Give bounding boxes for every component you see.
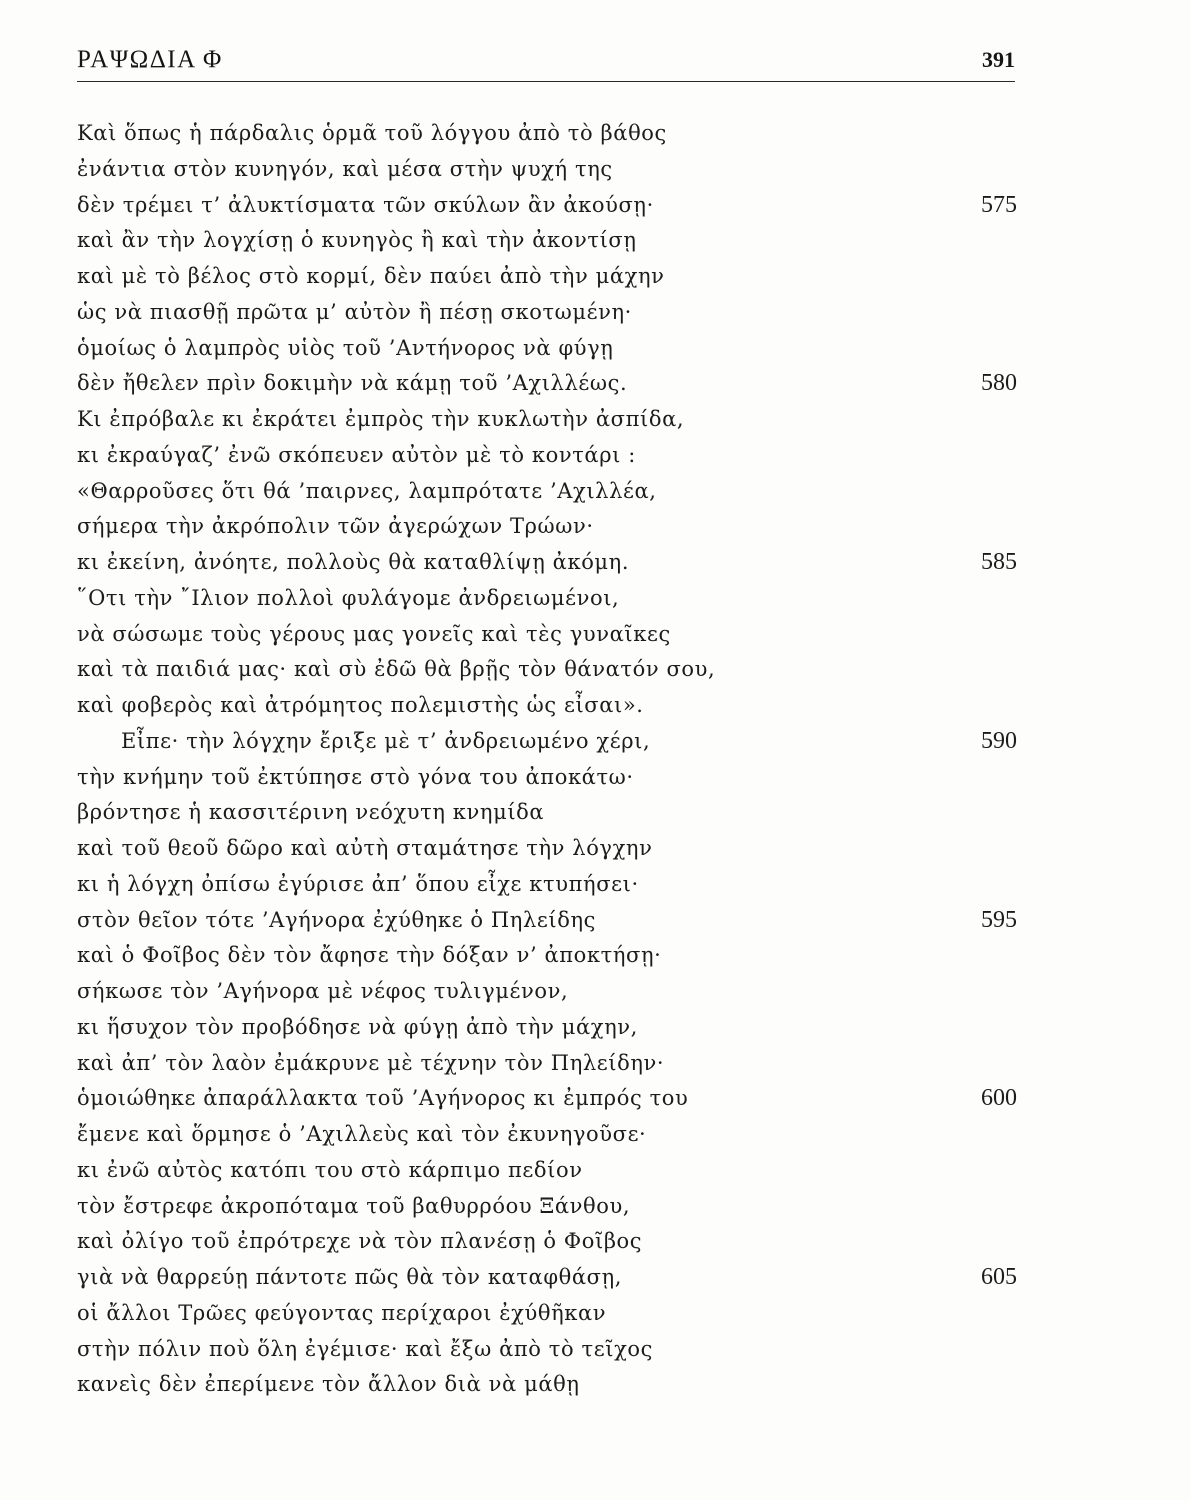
verse-line — [77, 652, 1017, 688]
verse-line — [77, 331, 1017, 367]
line-number: 600 — [981, 1085, 1017, 1112]
verse-line — [77, 402, 1017, 438]
verse-text: καὶ ἀπ’ τὸν λαὸν ἐμάκρυνε μὲ τέχνην τὸν Πηλείδην· — [77, 1050, 665, 1075]
verse-line — [77, 259, 1017, 295]
verse-text: οἱ ἄλλοι Τρῶες φεύγοντας περίχαροι ἐχύθῆκαν — [77, 1300, 607, 1325]
verse-text: στὸν θεῖον τότε ’Αγήνορα ἐχύθηκε ὁ Πηλείδης — [77, 907, 596, 932]
verse-text: καὶ φοβερὸς καὶ ἀτρόμητος πολεμιστὴς ὡς εἶσαι». — [77, 693, 644, 717]
verse-text: καὶ ὁ Φοῖβος δὲν τὸν ἄφησε τὴν δόξαν ν’ ἀποκτήσῃ· — [77, 943, 662, 968]
verse-text: τὸν ἔστρεφε ἀκροπόταμα τοῦ βαθυρρόου Ξάνθου, — [77, 1193, 631, 1218]
verse-line — [77, 474, 1017, 510]
verse-line — [77, 760, 1017, 796]
verse-line — [77, 152, 1017, 188]
verse-line — [77, 903, 1017, 939]
verse-text: Εἶπε· τὴν λόγχην ἔριξε μὲ τ’ ἀνδρειωμένο χέρι, — [121, 728, 651, 753]
verse-text: ἔμενε καὶ ὅρμησε ὁ ’Αχιλλεὺς καὶ τὸν ἐκυνηγοῦσε· — [77, 1122, 647, 1146]
verse-text: ἐνάντια στὸν κυνηγόν, καὶ μέσα στὴν ψυχή της — [77, 156, 613, 181]
line-number: 595 — [981, 906, 1017, 933]
verse-line — [77, 1081, 1017, 1117]
header-rule — [77, 81, 1015, 82]
verse-text: Κι ἐπρόβαλε κι ἐκράτει ἐμπρὸς τὴν κυκλωτὴν ἀσπίδα, — [77, 407, 685, 431]
verse-text: τὴν κνήμην τοῦ ἐκτύπησε στὸ γόνα του ἀποκάτω· — [77, 764, 634, 789]
verse-line — [77, 116, 1017, 152]
verse-line — [77, 581, 1017, 617]
verse-line — [77, 545, 1017, 581]
verse-text: καὶ ὀλίγο τοῦ ἐπρότρεχε νὰ τὸν πλανέσῃ ὁ Φοῖβος — [77, 1229, 643, 1254]
verse-text: ὁμοιώθηκε ἀπαράλλακτα τοῦ ’Αγήνορος κι ἐμπρός του — [77, 1086, 689, 1111]
verse-text: ῞Οτι τὴν ῎Ιλιον πολλοὶ φυλάγομε ἀνδρειωμένοι, — [77, 585, 620, 610]
verse-text: κι ἐνῶ αὐτὸς κατόπι του στὸ κάρπιμο πεδίον — [77, 1157, 583, 1182]
verse-line — [77, 1117, 1017, 1153]
line-number: 605 — [981, 1264, 1017, 1290]
verse-line — [77, 1189, 1017, 1225]
verse-line — [77, 938, 1017, 974]
verse-text: καὶ μὲ τὸ βέλος στὸ κορμί, δὲν παύει ἀπὸ τὴν μάχην — [77, 264, 665, 288]
verse-text: κι ἡ λόγχη ὀπίσω ἐγύρισε ἀπ’ ὅπου εἶχε κτυπήσει· — [77, 871, 639, 896]
verse-line — [77, 438, 1017, 474]
running-head — [77, 46, 1015, 78]
verse-text: σήμερα τὴν ἀκρόπολιν τῶν ἀγερώχων Τρώων· — [77, 514, 594, 539]
verse-text: ὁμοίως ὁ λαμπρὸς υἱὸς τοῦ ’Αντήνορος νὰ φύγῃ — [77, 335, 614, 360]
verse-line — [77, 1296, 1017, 1332]
verse-text: ὡς νὰ πιασθῇ πρῶτα μ’ αὐτὸν ἢ πέσῃ σκοτωμένη· — [77, 299, 632, 324]
verse-text: δὲν ἤθελεν πρὶν δοκιμὴν νὰ κάμῃ τοῦ ’Αχιλλέως. — [77, 371, 628, 396]
verse-line — [77, 366, 1017, 402]
verse-line — [77, 795, 1017, 831]
verse-text: Καὶ ὅπως ἡ πάρδαλις ὁρμᾶ τοῦ λόγγου ἀπὸ τὸ βάθος — [77, 121, 667, 145]
verse-line — [77, 867, 1017, 903]
verse-text: καὶ τὰ παιδιά μας· καὶ σὺ ἐδῶ θὰ βρῇς τὸν θάνατόν σου, — [77, 657, 716, 682]
line-number: 590 — [981, 727, 1017, 754]
verse-line — [77, 617, 1017, 653]
verse-line — [77, 974, 1017, 1010]
verse-text: καὶ τοῦ θεοῦ δῶρο καὶ αὐτὴ σταμάτησε τὴν λόγχην — [77, 836, 653, 860]
verse-text: σήκωσε τὸν ’Αγήνορα μὲ νέφος τυλιγμένον, — [77, 979, 569, 1003]
verse-text: δὲν τρέμει τ’ ἀλυκτίσματα τῶν σκύλων ἂν ἀκούσῃ· — [77, 192, 654, 217]
verse-line — [77, 1010, 1017, 1046]
line-number: 580 — [981, 370, 1017, 397]
verse-text: κι ἐκραύγαζ’ ἐνῶ σκόπευεν αὐτὸν μὲ τὸ κοντάρι : — [77, 442, 636, 467]
page-number: 391 — [982, 47, 1015, 72]
line-number: 575 — [981, 191, 1017, 218]
verse-line — [77, 188, 1017, 224]
verse-text: βρόντησε ἡ κασσιτέρινη νεόχυτη κνημίδα — [77, 800, 545, 825]
verse-text: στὴν πόλιν ποὺ ὅλη ἐγέμισε· καὶ ἔξω ἀπὸ τὸ τεῖχος — [77, 1336, 653, 1361]
verse-text: κι ἥσυχον τὸν προβόδησε νὰ φύγῃ ἀπὸ τὴν μάχην, — [77, 1014, 638, 1039]
verse-line — [77, 223, 1017, 259]
verse-text: νὰ σώσωμε τοὺς γέρους μας γονεῖς καὶ τὲς γυναῖκες — [77, 621, 671, 646]
verse-block — [77, 116, 1017, 1403]
verse-line — [77, 1367, 1017, 1403]
line-number: 585 — [981, 549, 1017, 575]
verse-line — [77, 831, 1017, 867]
running-title: ΡΑΨΩΔΙΑ Φ — [77, 46, 223, 73]
verse-text: κανεὶς δὲν ἐπερίμενε τὸν ἄλλον διὰ νὰ μάθῃ — [77, 1372, 580, 1397]
verse-line — [77, 688, 1017, 724]
verse-line — [77, 295, 1017, 331]
verse-line — [77, 1332, 1017, 1368]
verse-text: κι ἐκείνη, ἀνόητε, πολλοὺς θὰ καταθλίψῃ ἀκόμη. — [77, 550, 630, 574]
verse-line — [77, 1224, 1017, 1260]
verse-line — [77, 1046, 1017, 1082]
verse-text: «Θαρροῦσες ὅτι θά ’παιρνες, λαμπρότατε ’Αχιλλέα, — [77, 478, 657, 503]
verse-line — [77, 1153, 1017, 1189]
verse-text: γιὰ νὰ θαρρεύῃ πάντοτε πῶς θὰ τὸν καταφθάσῃ, — [77, 1265, 623, 1289]
verse-line — [77, 509, 1017, 545]
verse-text: καὶ ἂν τὴν λογχίσῃ ὁ κυνηγὸς ἢ καὶ τὴν ἀκοντίσῃ — [77, 228, 637, 253]
verse-line — [77, 724, 1017, 760]
verse-line — [77, 1260, 1017, 1296]
